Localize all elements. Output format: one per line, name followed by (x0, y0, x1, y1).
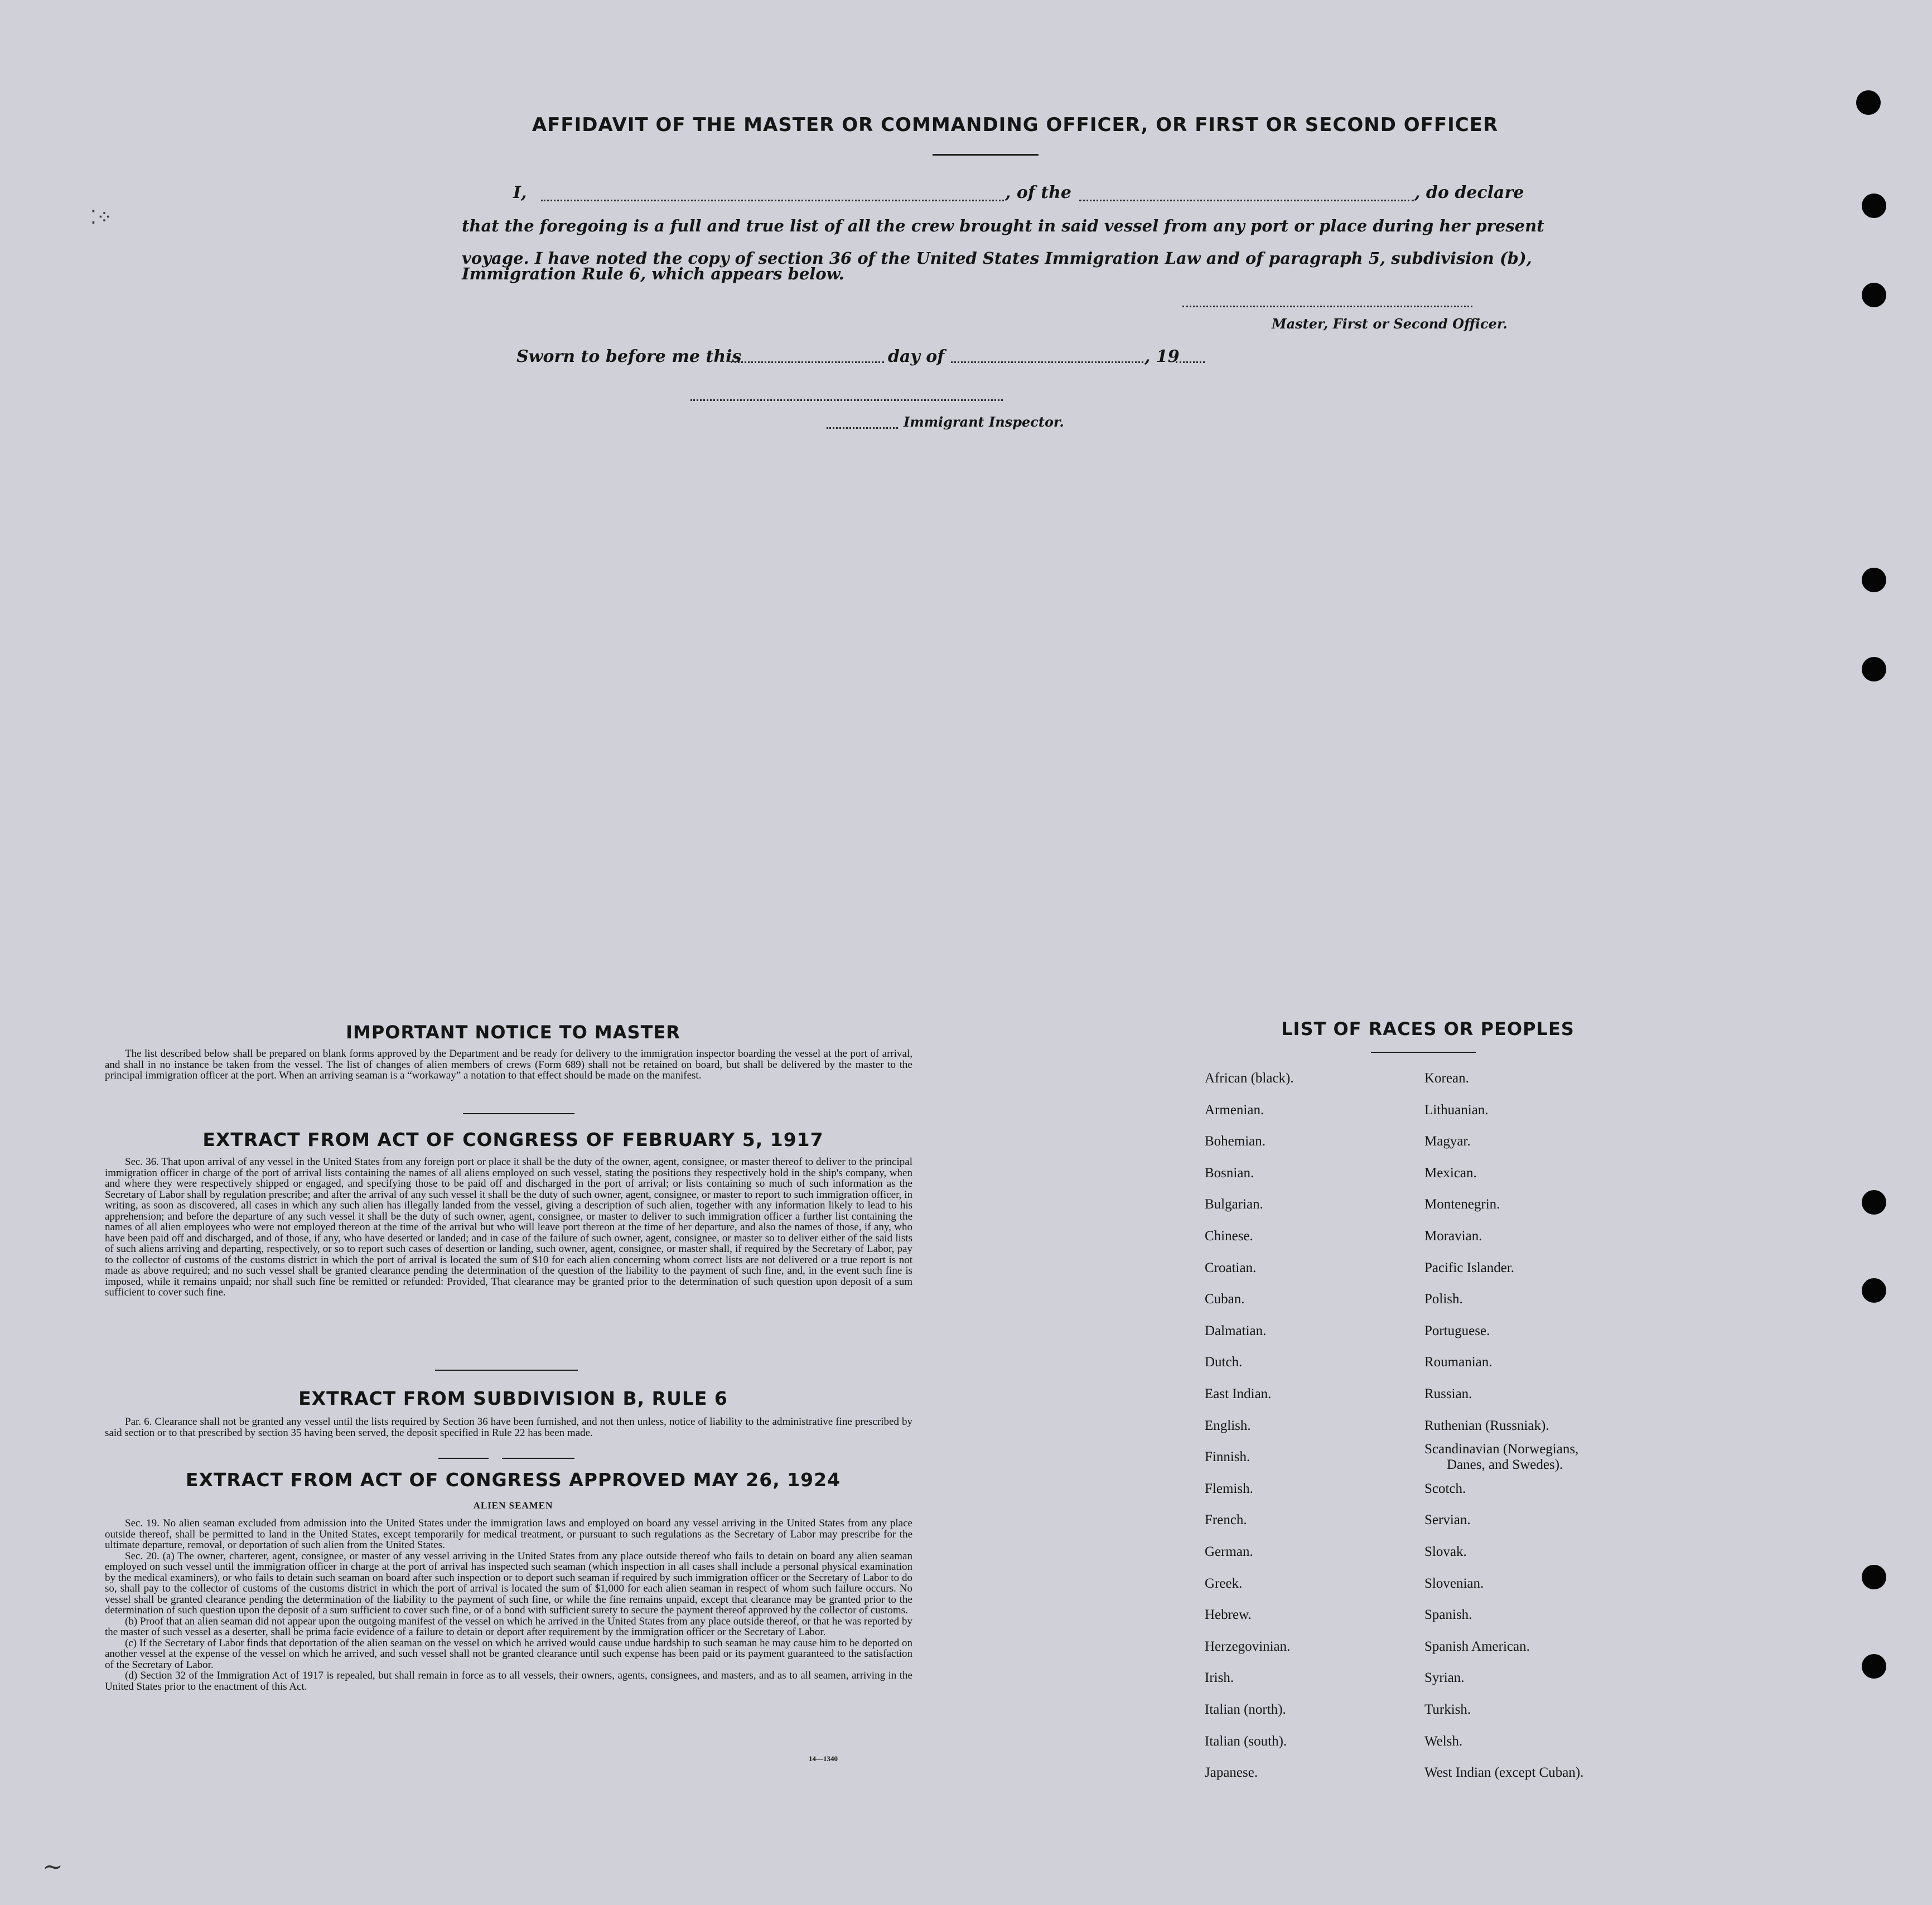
divider (463, 1113, 574, 1114)
race-item: Croatian. (1205, 1260, 1257, 1275)
sec-20a-paragraph: Sec. 20. (a) The owner, charterer, agent, consignee, or master of any vessel arriving in the United States from any place outside thereof who fails to detain on board any alien seaman employed on such vessel until the immigration officer in charge at the port of arrival has inspected such seaman (which inspection in all cases shall include a personal physical examination by the medical examiners), or who fails to detain such seaman on board after such inspection or to deport such seaman if required by such immigration officer or the Secretary of Labor to do so, shall pay to the collector of customs of the customs district in which the port of arrival is located the sum of $1,000 for each alien seaman in respect of whom such failure occurs. No vessel shall be granted clearance pending the determination of the liability to the payment of such fine, or while the fine remains unpaid, except that clearance may be granted prior to the determination of such question upon the deposit of a sum sufficient to cover such fine, or of a bond with sufficient surety to secure the payment thereof approved by the collector of customs. (105, 1550, 912, 1616)
affidavit-of-the: , of the (1005, 183, 1072, 202)
section-36-paragraph: Sec. 36. That upon arrival of any vessel in the United States from any foreign port or place it shall be the duty of the owner, agent, consignee, or master thereof to deliver to the principal immigration officer in charge of the port of arrival lists containing the names of all aliens employed on such vessel, stating the positions they respectively hold in the ship's company, when and where they were respectively shipped or engaged, and specifying those to be paid off and discharged in the port of arrival; or lists containing so much of such information as the Secretary of Labor shall by regulation prescribe; and after the arrival of any such vessel it shall be the duty of such owner, agent, consignee, or master to report to such immigration officer, in writing, as soon as discovered, all cases in which any such alien has illegally landed from the vessel, giving a description of such alien, together with any information likely to lead to his apprehension; and before the departure of any such vessel it shall be the duty of such owner, agent, consignee, or master to deliver to such immigration officer a further list containing the names of all alien employees who were not employed thereon at the time of the arrival but who will leave port thereon at the time of her departure, and also the names of those, if any, who have been paid off and discharged, and of those, if any, who have deserted or landed; and in case of the failure of such owner, agent, consignee, or master so to deliver either of the said lists of such aliens arriving and departing, respectively, or so to report such cases of desertion or landing, such owner, agent, consignee, or master shall, if required by the Secretary of Labor, pay to the collector of customs of the customs district in which the port of arrival is located the sum of $10 for each alien concerning whom correct lists are not delivered or a true report is not made as above required; and no such vessel shall be granted clearance pending the determination of the question of the liability to the payment of such fine, and, in the event such fine is imposed, while it remains unpaid; nor shall such fine be remitted or refunded: Provided, That clearance may be granted prior to the determination of such question upon deposit of a sum sufficient to cover such fine. (105, 1156, 912, 1298)
rule6-title: EXTRACT FROM SUBDIVISION B, RULE 6 (298, 1387, 728, 1409)
race-item: Herzegovinian. (1205, 1638, 1291, 1654)
race-item: Cuban. (1205, 1292, 1245, 1307)
race-item: Servian. (1424, 1512, 1471, 1528)
punch-hole (1862, 1190, 1886, 1215)
race-item: Lithuanian. (1424, 1102, 1489, 1118)
race-item: Montenegrin. (1424, 1197, 1500, 1212)
race-item: Polish. (1424, 1292, 1463, 1307)
sworn-year-field[interactable] (1176, 361, 1205, 363)
punch-hole (1862, 283, 1886, 307)
affidavit-i: I, (513, 183, 527, 202)
race-item: Slovak. (1424, 1544, 1467, 1559)
race-item: Italian (north). (1205, 1702, 1286, 1717)
extract1924-title: EXTRACT FROM ACT OF CONGRESS APPROVED MAY 26, 1924 (185, 1469, 841, 1491)
divider (502, 1458, 574, 1459)
punch-hole (1862, 1278, 1886, 1303)
punch-hole (1856, 90, 1881, 115)
race-item: Bulgarian. (1205, 1197, 1263, 1212)
officer-signature-field[interactable] (1182, 306, 1472, 307)
race-item: Dalmatian. (1205, 1323, 1267, 1338)
rule6-text (105, 1416, 912, 1438)
race-item: East Indian. (1205, 1386, 1272, 1401)
race-item: Russian. (1424, 1386, 1472, 1401)
race-item: Pacific Islander. (1424, 1260, 1515, 1275)
sec-19-paragraph: Sec. 19. No alien seaman excluded from admission into the United States under the immigration laws and employed on board any vessel arriving in the United States from any place outside thereof, shall be permitted to land in the United States, except temporarily for medical treatment, or pursuant to such regulations as the Secretary of Labor may prescribe for the ultimate departure, removal, or deportation of such alien from the United States. (105, 1517, 912, 1551)
race-item: German. (1205, 1544, 1253, 1559)
race-item: Armenian. (1205, 1102, 1264, 1118)
race-item: Dutch. (1205, 1355, 1243, 1370)
sworn-month-field[interactable] (951, 361, 1143, 363)
sworn-day-field[interactable] (731, 361, 884, 363)
race-item: Spanish American. (1424, 1638, 1530, 1654)
vessel-field[interactable] (1079, 200, 1414, 201)
sec-20c-paragraph: (c) If the Secretary of Labor finds that deportation of the alien seaman on the vessel on which he arrived would cause undue hardship to such seaman he may cause him to be deported on another vessel at the expense of the vessel on which he arrived, and such vessel shall not be granted clearance until such expense has been paid or its payment guaranteed to the satisfaction of the Secretary of Labor. (105, 1637, 912, 1671)
extract1917-title: EXTRACT FROM ACT OF CONGRESS OF FEBRUARY 5, 1917 (202, 1129, 824, 1150)
races-title-underline (1371, 1052, 1476, 1053)
race-item: Danes, and Swedes). (1447, 1457, 1563, 1473)
race-item: Hebrew. (1205, 1607, 1252, 1623)
name-field[interactable] (541, 200, 1004, 201)
affidavit-line2: that the foregoing is a full and true list of all the crew brought in said vessel from any port or place during her present (462, 216, 1544, 235)
inspector-short-field[interactable] (827, 427, 898, 429)
extract1924-text (105, 1518, 912, 1692)
race-item: English. (1205, 1418, 1251, 1433)
sec-20d-paragraph: (d) Section 32 of the Immigration Act of 1917 is repealed, but shall remain in force as to all vessels, their owners, agents, consignees, and masters, and as to all seamen, arriving in the United States prior to the enactment of this Act. (105, 1670, 912, 1693)
par-6-paragraph: Par. 6. Clearance shall not be granted any vessel until the lists required by Section 36 have been furnished, and not then unless, notice of liability to the administrative fine prescribed by said section or to that prescribed by section 35 having been served, the deposit specified in Rule 22 has been made. (105, 1416, 912, 1439)
race-item: Scotch. (1424, 1481, 1466, 1496)
race-item: Bosnian. (1205, 1165, 1254, 1181)
notice-title: IMPORTANT NOTICE TO MASTER (346, 1022, 680, 1043)
officer-signature-label: Master, First or Second Officer. (1272, 316, 1508, 332)
stray-mark: ~ (42, 1853, 63, 1881)
race-item: African (black). (1205, 1071, 1294, 1086)
race-item: Korean. (1424, 1071, 1469, 1086)
divider (435, 1370, 578, 1371)
punch-hole (1862, 194, 1886, 218)
title-underline (933, 154, 1039, 156)
affidavit-line4: Immigration Rule 6, which appears below. (462, 264, 844, 283)
race-item: Irish. (1205, 1670, 1234, 1686)
races-title: LIST OF RACES OR PEOPLES (1281, 1018, 1574, 1039)
race-item: Portuguese. (1424, 1323, 1490, 1338)
punch-hole (1862, 1654, 1886, 1679)
divider (438, 1458, 489, 1459)
race-item: French. (1205, 1512, 1247, 1528)
sworn-day-of: day of (888, 347, 945, 366)
race-item: Moravian. (1424, 1229, 1482, 1244)
sec-20b-paragraph: (b) Proof that an alien seaman did not appear upon the outgoing manifest of the vessel on which he arrived in the United States from any place outside thereof, or that he was reported by the master of such vessel as a deserter, shall be prima facie evidence of a failure to detain or deport after requirement by the immigration officer or the Secretary of Labor. (105, 1615, 912, 1638)
race-item: Chinese. (1205, 1229, 1253, 1244)
race-item: West Indian (except Cuban). (1424, 1765, 1584, 1781)
affidavit-title: AFFIDAVIT OF THE MASTER OR COMMANDING OFFICER, OR FIRST OR SECOND OFFICER (532, 114, 1499, 136)
race-item: Roumanian. (1424, 1355, 1493, 1370)
sworn-prefix: Sworn to before me this (516, 347, 742, 366)
race-item: Slovenian. (1424, 1575, 1484, 1591)
race-item: Spanish. (1424, 1607, 1472, 1623)
race-item: Ruthenian (Russniak). (1424, 1418, 1549, 1433)
inspector-label: Immigrant Inspector. (904, 414, 1064, 430)
race-item: Flemish. (1205, 1481, 1253, 1496)
punch-hole (1862, 1565, 1886, 1589)
race-item: Bohemian. (1205, 1134, 1266, 1149)
alien-seamen-subtitle: ALIEN SEAMEN (473, 1500, 553, 1511)
race-item: Japanese. (1205, 1765, 1258, 1781)
notice-text (105, 1048, 912, 1081)
race-item: Finnish. (1205, 1449, 1250, 1465)
race-item: Welsh. (1424, 1733, 1463, 1749)
race-item: Turkish. (1424, 1702, 1471, 1717)
form-number: 14—1340 (809, 1754, 838, 1763)
race-item: Syrian. (1424, 1670, 1465, 1686)
race-item: Italian (south). (1205, 1733, 1287, 1749)
race-item: Scandinavian (Norwegians, (1424, 1442, 1579, 1457)
race-item: Greek. (1205, 1575, 1243, 1591)
inspector-signature-field[interactable] (690, 399, 1003, 401)
sworn-year: , 19 (1144, 347, 1180, 366)
stray-mark: ⁚⁘ (90, 206, 113, 229)
notice-paragraph: The list described below shall be prepared on blank forms approved by the Department and be ready for delivery to the immigration inspector boarding the vessel at the port of arrival, and shall in no instance be taken from the vessel. The list of changes of alien members of crews (Form 689) shall not be retained on board, but shall be delivered by the master to the principal immigration officer at the port. When an arriving seaman is a “workaway” a notation to that effect should be made on the manifest. (105, 1048, 912, 1081)
punch-hole (1862, 657, 1886, 681)
affidavit-declare: , do declare (1414, 183, 1524, 202)
extract1917-text (105, 1157, 912, 1298)
affidavit-line3: voyage. I have noted the copy of section 36 of the United States Immigration Law and of paragraph 5, subdivision (b), (462, 249, 1532, 268)
race-item: Mexican. (1424, 1165, 1477, 1181)
race-item: Magyar. (1424, 1134, 1471, 1149)
punch-hole (1862, 568, 1886, 592)
